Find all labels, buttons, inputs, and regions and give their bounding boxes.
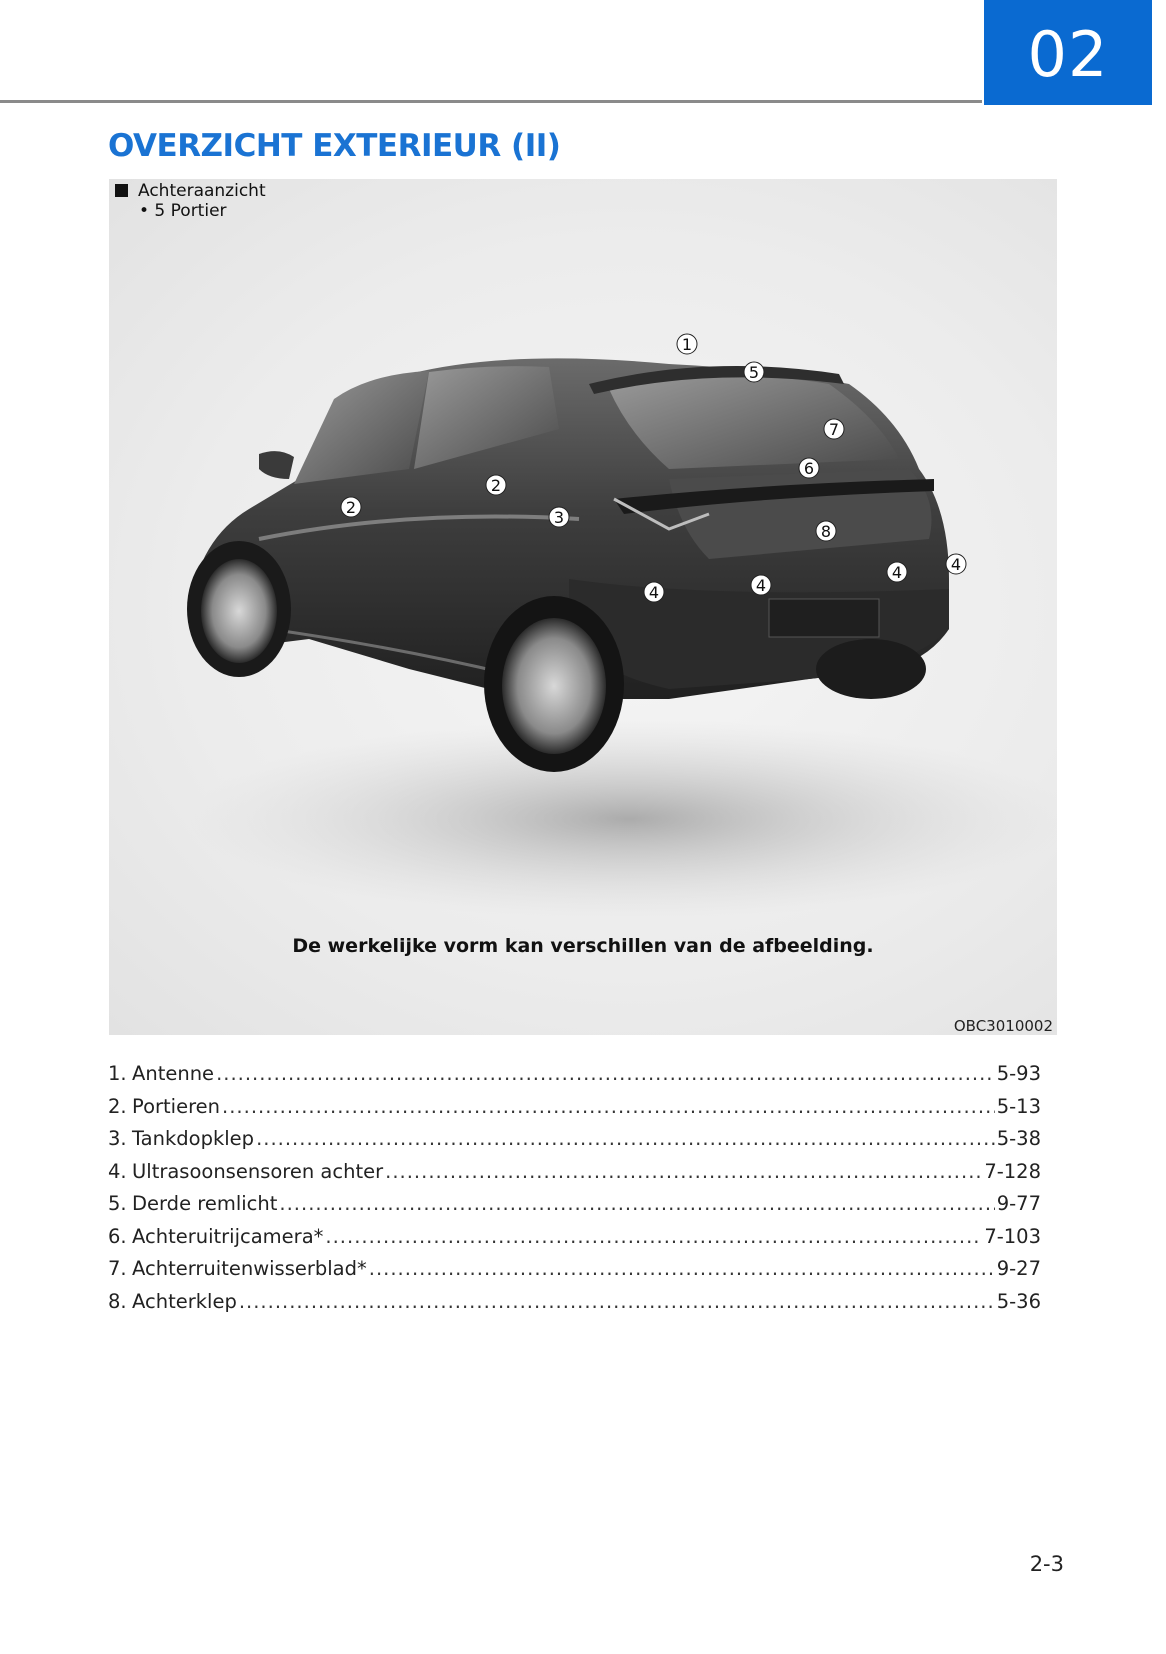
figure-caption: De werkelijke vorm kan verschillen van de afbeelding. <box>292 935 874 957</box>
callout-2b <box>341 497 361 517</box>
svg-text:2: 2 <box>345 498 357 517</box>
item-page-ref: 9-27 <box>996 1257 1041 1280</box>
square-bullet-icon <box>115 184 128 197</box>
leader-dots <box>325 1225 982 1248</box>
item-label: Achterklep <box>132 1289 237 1313</box>
svg-text:4: 4 <box>891 563 903 582</box>
item-number: 4. <box>108 1159 127 1183</box>
leader-dots <box>369 1257 995 1280</box>
leader-dots <box>216 1062 995 1085</box>
item-page-ref: 9-77 <box>996 1192 1041 1215</box>
callout-1 <box>677 334 697 354</box>
svg-text:4: 4 <box>648 583 660 602</box>
svg-text:7: 7 <box>828 420 840 439</box>
list-item <box>108 1062 1041 1095</box>
item-number: 5. <box>108 1192 127 1215</box>
list-item <box>108 1290 1041 1323</box>
svg-text:4: 4 <box>950 555 962 574</box>
list-item <box>108 1225 1041 1258</box>
item-number: 2. <box>108 1094 127 1118</box>
leader-dots <box>222 1095 995 1118</box>
legend-list <box>108 1062 1041 1322</box>
callout-4b <box>751 575 771 595</box>
list-item <box>108 1192 1041 1225</box>
figure-code: OBC3010002 <box>953 1017 1053 1035</box>
item-page-ref: 5-36 <box>996 1289 1041 1313</box>
leader-dots <box>239 1290 995 1313</box>
callout-2a <box>486 475 506 495</box>
callout-4c <box>887 562 907 582</box>
callout-3 <box>549 507 569 527</box>
item-number: 8. <box>108 1289 127 1313</box>
item-label: Portieren <box>132 1094 221 1118</box>
item-label: Achterruitenwisserblad* <box>132 1257 367 1280</box>
item-page-ref: 5-38 <box>996 1127 1041 1150</box>
item-label: Derde remlicht <box>132 1192 278 1215</box>
item-label: Achteruitrijcamera* <box>132 1224 324 1248</box>
callout-4d <box>946 554 966 574</box>
leader-dots <box>279 1192 994 1215</box>
item-page-ref: 7-103 <box>984 1224 1041 1248</box>
header-rule <box>0 100 982 103</box>
list-item <box>108 1095 1041 1128</box>
page-title: OVERZICHT EXTERIEUR (II) <box>108 128 561 164</box>
svg-text:4: 4 <box>755 576 767 595</box>
callout-7 <box>824 419 844 439</box>
item-number: 3. <box>108 1127 127 1150</box>
svg-text:3: 3 <box>553 508 565 527</box>
callout-5 <box>744 362 764 382</box>
item-number: 7. <box>108 1257 127 1280</box>
figure-heading <box>115 181 266 221</box>
callout-6 <box>799 458 819 478</box>
leader-dots <box>385 1160 982 1183</box>
figure-subheading: • 5 Portier <box>139 201 227 221</box>
car-rear-illustration <box>109 179 1057 1035</box>
svg-text:1: 1 <box>681 335 693 354</box>
list-item <box>108 1127 1041 1160</box>
list-item <box>108 1257 1041 1290</box>
item-page-ref: 5-93 <box>996 1062 1041 1085</box>
exterior-figure <box>109 179 1057 1035</box>
item-label: Antenne <box>132 1062 215 1085</box>
figure-heading-text: Achteraanzicht <box>138 181 266 201</box>
page-number: 2-3 <box>1029 1552 1064 1576</box>
callout-8 <box>816 521 836 541</box>
leader-dots <box>256 1127 995 1150</box>
list-item <box>108 1160 1041 1193</box>
item-label: Ultrasoonsensoren achter <box>132 1159 384 1183</box>
item-number: 6. <box>108 1224 127 1248</box>
item-page-ref: 7-128 <box>984 1159 1041 1183</box>
item-label: Tankdopklep <box>132 1127 255 1150</box>
svg-text:8: 8 <box>820 522 832 541</box>
svg-text:6: 6 <box>803 459 815 478</box>
item-number: 1. <box>108 1062 127 1085</box>
item-page-ref: 5-13 <box>996 1094 1041 1118</box>
svg-text:2: 2 <box>490 476 502 495</box>
svg-text:5: 5 <box>748 363 760 382</box>
chapter-tab: 02 <box>984 0 1152 105</box>
callout-4a <box>644 582 664 602</box>
